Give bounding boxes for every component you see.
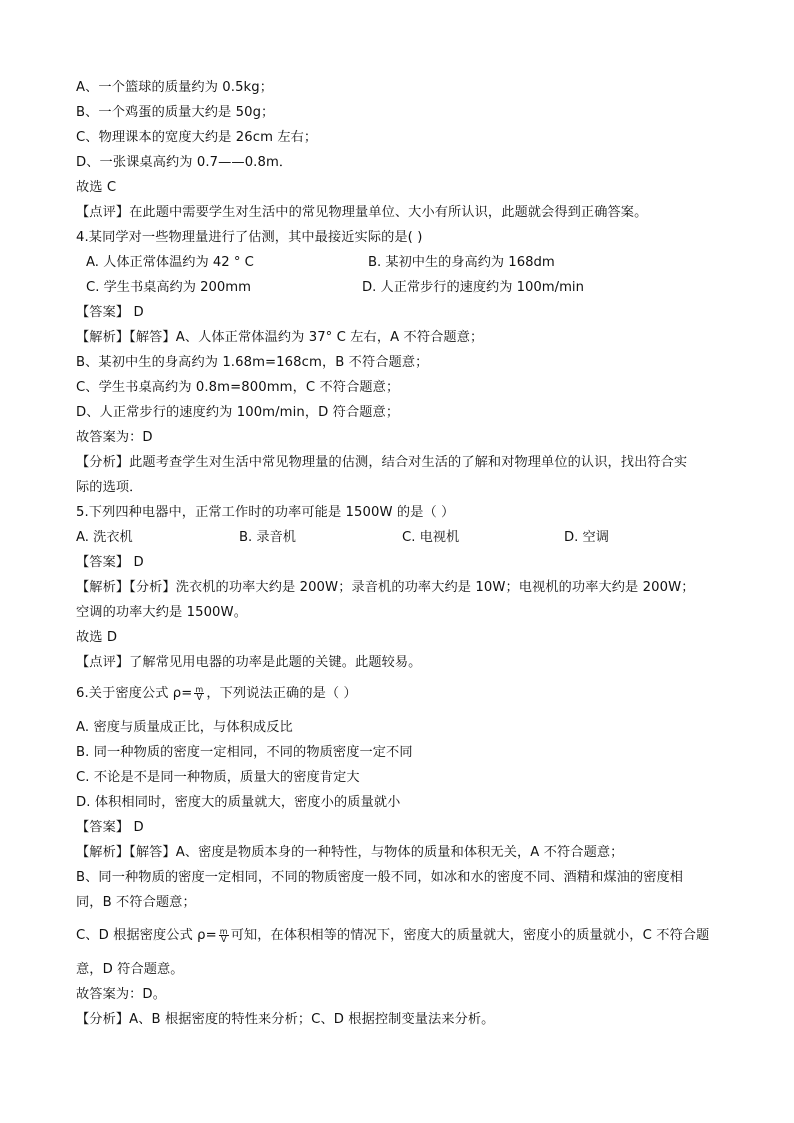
q6-analysis-formula-end: 可知，在体积相等的情况下，密度大的质量就大，密度小的质量就小，C 不符合题 [230,928,710,943]
question-5-stem: 5.下列四种电器中，正常工作时的功率可能是 1500W 的是（ ） [76,505,455,520]
q6-analysis-line: 【分析】A、B 根据密度的特性来分析；C、D 根据控制变量法来分析。 [76,1012,495,1027]
q6-stem-end: ，下列说法正确的是（ ） [206,686,357,701]
q6-analysis-line: 故答案为：D。 [76,987,166,1002]
q4-answer: 【答案】 D [76,305,144,320]
text-line: A、一个篮球的质量约为 0.5kg； [76,80,274,95]
fraction-denominator: V [220,934,227,944]
q5-option-b: B. 录音机 [239,530,296,545]
q6-analysis-line: 【解析】【解答】A、密度是物质本身的一种特性，与物体的质量和体积无关，A 不符合题意； [76,845,624,860]
question-4-stem: 4.某同学对一些物理量进行了估测，其中最接近实际的是( ) [76,230,423,245]
q6-analysis-line: 同，B 不符合题意； [76,895,196,910]
q4-option-d: D. 人正常步行的速度约为 100m/min [362,280,584,295]
q4-option-a: A. 人体正常体温约为 42 ° C [86,255,254,270]
text-line: B、一个鸡蛋的质量大约是 50g； [76,105,275,120]
q6-analysis-line [76,927,709,945]
q4-analysis-line: 故答案为：D [76,430,153,445]
q6-analysis-line: B、同一种物质的密度一定相同，不同的物质密度一般不同，如冰和水的密度不同、酒精和煤油的密度相 [76,870,684,885]
text-line: 故选 C [76,180,117,195]
q5-analysis-line: 【解析】【分析】洗衣机的功率大约是 200W；录音机的功率大约是 10W；电视机的功率大约是 200W； [76,580,695,595]
q6-option-a: A. 密度与质量成正比，与体积成反比 [76,720,293,735]
fraction-numerator: m [219,926,228,936]
density-fraction [194,686,204,701]
q4-analysis-line: D、人正常步行的速度约为 100m/min，D 符合题意； [76,405,400,420]
q5-answer: 【答案】 D [76,555,144,570]
q5-option-a: A. 洗衣机 [76,530,133,545]
q5-analysis-line: 【点评】了解常见用电器的功率是此题的关键。此题较易。 [76,655,422,670]
q6-option-d: D. 体积相同时，密度大的质量就大，密度小的质量就小 [76,795,401,810]
q6-answer: 【答案】 D [76,820,144,835]
q4-analysis-line: 际的选项． [76,480,143,495]
q5-option-d: D. 空调 [564,530,609,545]
q6-option-b: B. 同一种物质的密度一定相同，不同的物质密度一定不同 [76,745,413,760]
text-line: C、物理课本的宽度大约是 26cm 左右； [76,130,318,145]
q6-stem-start: 6.关于密度公式 ρ= [76,686,193,701]
q4-analysis-line: B、某初中生的身高约为 1.68m=168cm，B 不符合题意； [76,355,429,370]
q6-analysis-line: 意，D 符合题意。 [76,962,184,977]
q6-option-c: C. 不论是不是同一种物质，质量大的密度肯定大 [76,770,360,785]
q4-option-c: C. 学生书桌高约为 200mm [86,280,251,295]
q4-option-b: B. 某初中生的身高约为 168dm [368,255,555,270]
fraction-numerator: m [195,684,204,694]
text-line: D、一张课桌高约为 0.7——0.8m． [76,155,293,170]
q4-analysis-line: 【解析】【解答】A、人体正常体温约为 37° C 左右，A 不符合题意； [76,330,484,345]
q5-analysis-line: 空调的功率大约是 1500W。 [76,605,247,620]
q6-analysis-formula-start: C、D 根据密度公式 ρ= [76,928,217,943]
q5-option-c: C. 电视机 [402,530,460,545]
question-6-stem [76,685,357,703]
q4-analysis-line: 【分析】此题考查学生对生活中常见物理量的估测，结合对生活的了解和对物理单位的认识，找出符合实 [76,455,688,470]
comment-line: 【点评】在此题中需要学生对生活中的常见物理量单位、大小有所认识，此题就会得到正确答案。 [76,205,648,220]
fraction-denominator: V [196,692,203,702]
density-fraction-inline [219,928,229,943]
q4-analysis-line: C、学生书桌高约为 0.8m=800mm，C 不符合题意； [76,380,400,395]
q5-analysis-line: 故选 D [76,630,118,645]
